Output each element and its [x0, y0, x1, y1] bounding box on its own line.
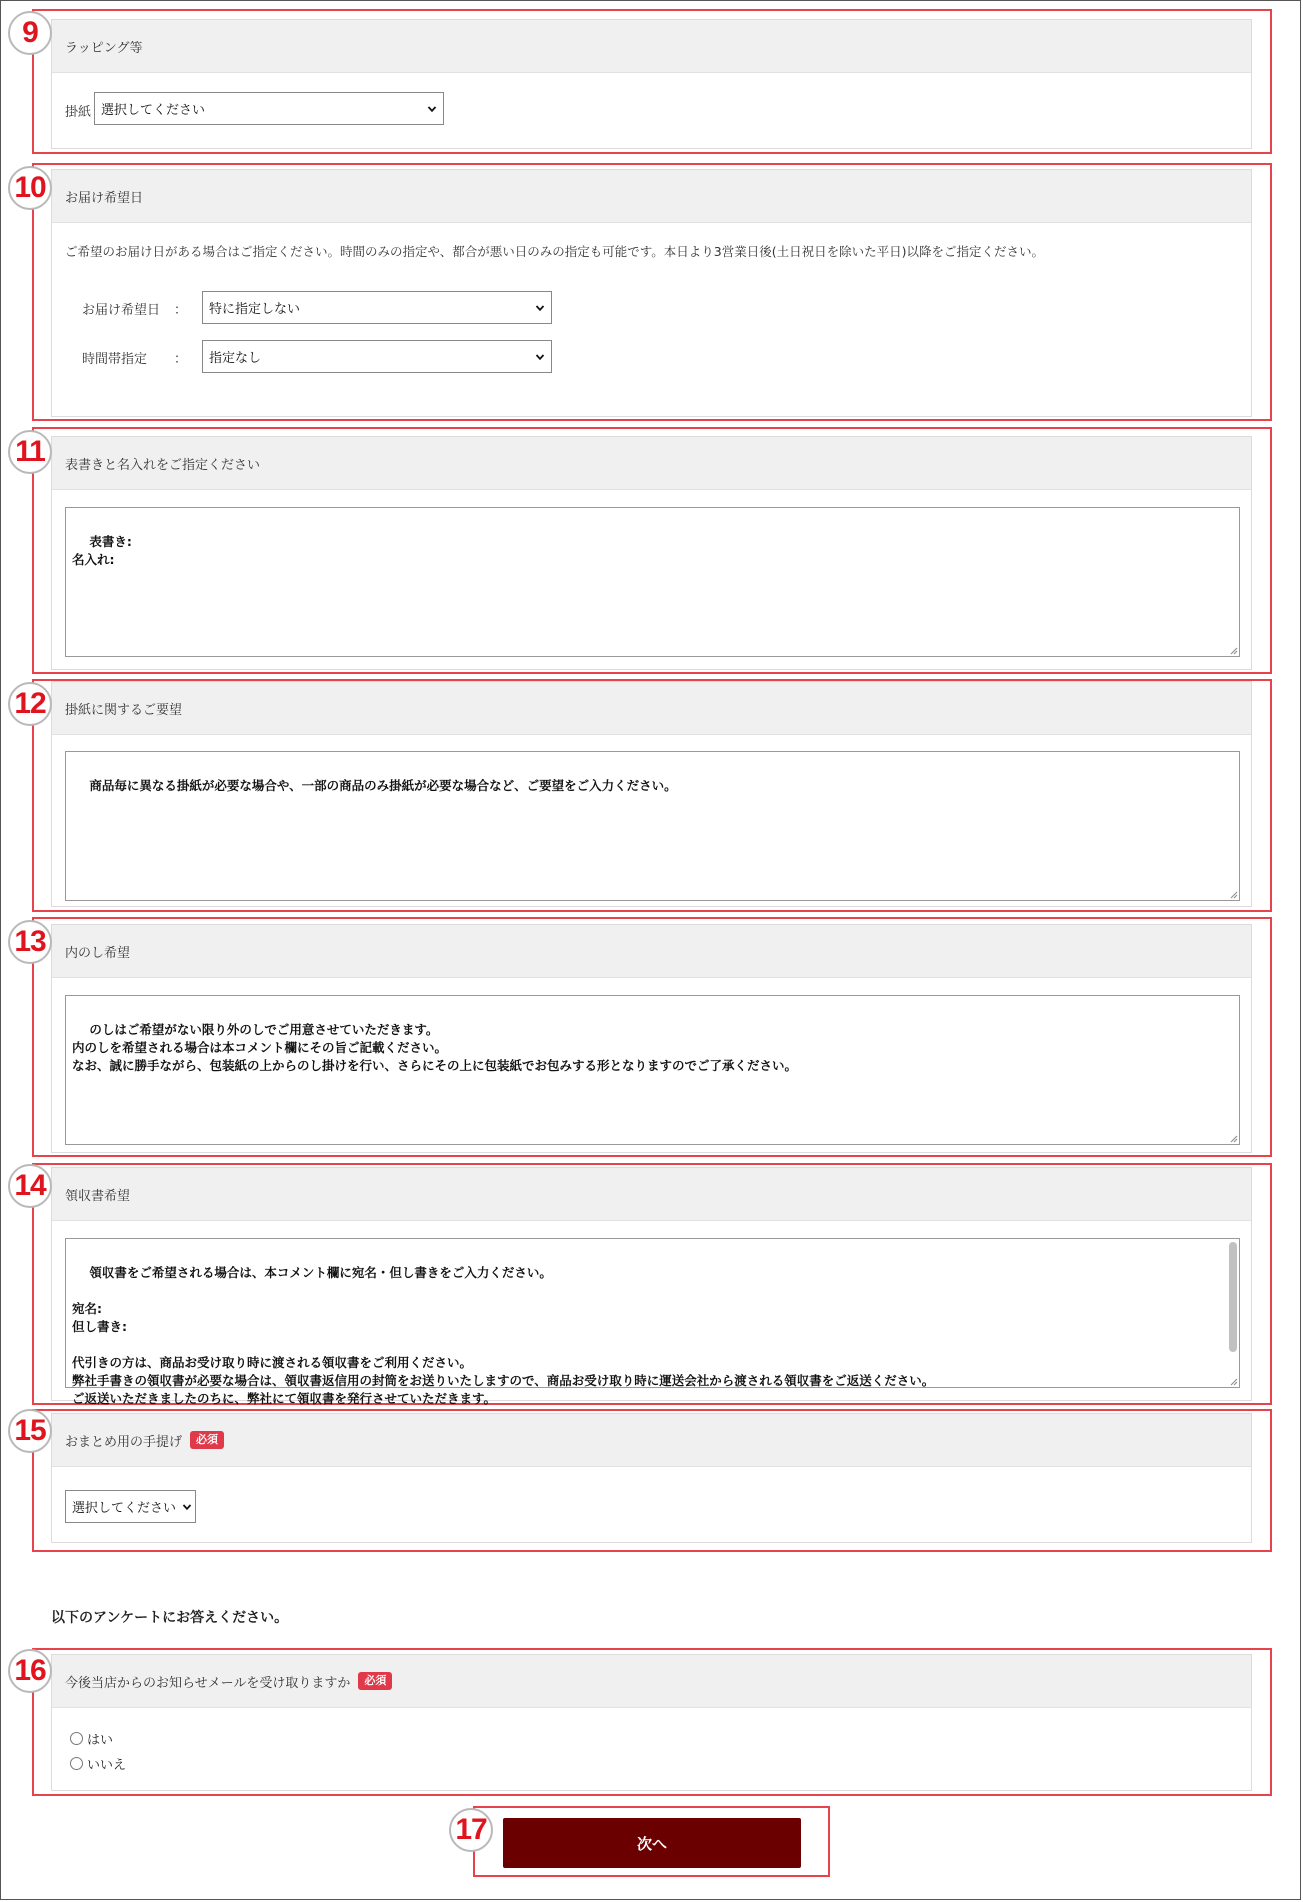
delivery-date-select[interactable]: [202, 291, 552, 324]
inscription-title: 表書きと名入れをご指定ください: [65, 457, 261, 473]
required-badge: 必須: [358, 1672, 392, 1690]
receipt-title: 領収書希望: [65, 1188, 131, 1204]
noshi-request-text: 商品毎に異なる掛紙が必要な場合や、一部の商品のみ掛紙が必要な場合など、ご要望をご入力ください。: [89, 778, 677, 793]
receipt-panel: [51, 1167, 1252, 1406]
inner-noshi-panel: [51, 924, 1252, 1153]
noshi-request-header: [52, 682, 1251, 735]
newsletter-panel: [51, 1654, 1252, 1791]
delivery-panel: [51, 169, 1252, 417]
handbag-title: おまとめ用の手提げ: [65, 1434, 183, 1450]
resize-grip-icon[interactable]: [1228, 889, 1238, 899]
delivery-time-value: 指定なし: [209, 351, 262, 366]
annotation-number-13: 13: [8, 920, 52, 964]
annotation-number-11: 11: [8, 430, 52, 474]
receipt-header: [52, 1168, 1251, 1221]
annotation-number-12: 12: [8, 682, 52, 726]
handbag-select-value: 選択してください: [72, 1501, 177, 1516]
handbag-select[interactable]: [65, 1490, 196, 1523]
delivery-title: お届け希望日: [65, 190, 144, 206]
inscription-panel: [51, 436, 1252, 670]
delivery-description: ご希望のお届け日がある場合はご指定ください。時間のみの指定や、都合が悪い日のみの指定も可能です。本日より3営業日後(土日祝日を除いた平日)以降をご指定ください。: [65, 244, 1044, 259]
newsletter-option-yes-label: はい: [87, 1733, 114, 1748]
inner-noshi-text: のしはご希望がない限り外のしでご用意させていただきます。 内のしを希望される場合は本コメント欄にその旨ご記載ください。 なお、誠に勝手ながら、包装紙の上からのし掛けを行い、さらにその上に包装紙でお包みする形となりますのでご了承ください。: [72, 1022, 798, 1073]
survey-intro: 以下のアンケートにお答えください。: [51, 1610, 289, 1626]
annotation-number-10: 10: [8, 166, 52, 210]
resize-grip-icon[interactable]: [1228, 1133, 1238, 1143]
noshi-request-panel: [51, 681, 1252, 907]
annotation-number-15: 15: [8, 1409, 52, 1453]
next-button[interactable]: 次へ: [503, 1818, 801, 1868]
annotation-number-16: 16: [8, 1649, 52, 1693]
newsletter-header: [52, 1655, 1251, 1708]
wrapping-header: [52, 20, 1251, 73]
chevron-down-icon: [535, 303, 545, 313]
delivery-date-label: お届け希望日: [82, 303, 161, 318]
inscription-textarea[interactable]: [65, 507, 1240, 657]
required-badge: 必須: [190, 1431, 224, 1449]
annotation-number-14: 14: [8, 1164, 52, 1208]
chevron-down-icon: [535, 352, 545, 362]
receipt-textarea[interactable]: [65, 1238, 1240, 1406]
newsletter-option-no[interactable]: [70, 1754, 126, 1773]
delivery-date-colon: ：: [174, 303, 188, 318]
delivery-time-colon: ：: [174, 352, 188, 367]
receipt-scrollbar[interactable]: [1229, 1242, 1237, 1352]
handbag-panel: [51, 1413, 1252, 1543]
delivery-time-label: 時間帯指定: [82, 352, 148, 367]
annotation-number-17: 17: [449, 1808, 493, 1852]
resize-grip-icon[interactable]: [1228, 1376, 1238, 1386]
handbag-header: [52, 1414, 1251, 1467]
receipt-text: 領収書をご希望される場合は、本コメント欄に宛名・但し書きをご入力ください。 宛名: 但し書き: 代引きの方は、商品お受け取り時に渡される領収書をご利用ください。 弊社手書きの領収書が必要な場合は、領収書返信用の封筒をお送りいたしますので、商品お受け取り時に運送会社から渡される領収書をご返送ください。 ご返送いただきましたのちに、弊社にて領収書を発行させていただきます。: [72, 1265, 935, 1406]
newsletter-option-yes[interactable]: [70, 1729, 113, 1748]
delivery-header: [52, 170, 1251, 223]
chevron-down-icon: [182, 1502, 192, 1512]
newsletter-title: 今後当店からのお知らせメールを受け取りますか: [65, 1675, 351, 1691]
noshi-request-textarea[interactable]: [65, 751, 1240, 901]
inner-noshi-title: 内のし希望: [65, 945, 131, 961]
wrapping-panel: [51, 19, 1252, 149]
chevron-down-icon: [427, 104, 437, 114]
inner-noshi-textarea[interactable]: [65, 995, 1240, 1145]
noshi-request-title: 掛紙に関するご要望: [65, 702, 183, 718]
inner-noshi-header: [52, 925, 1251, 978]
wrapping-label: 掛紙: [65, 105, 92, 120]
wrapping-title: ラッピング等: [65, 40, 143, 56]
resize-grip-icon[interactable]: [1228, 645, 1238, 655]
inscription-header: [52, 437, 1251, 490]
delivery-date-value: 特に指定しない: [209, 302, 301, 317]
wrapping-select[interactable]: [94, 92, 444, 125]
delivery-time-select[interactable]: [202, 340, 552, 373]
wrapping-select-value: 選択してください: [101, 103, 206, 118]
radio-circle-icon[interactable]: [70, 1732, 83, 1745]
newsletter-option-no-label: いいえ: [87, 1758, 127, 1773]
radio-circle-icon[interactable]: [70, 1757, 83, 1770]
annotation-number-9: 9: [8, 11, 52, 55]
inscription-text: 表書き: 名入れ:: [72, 534, 132, 567]
